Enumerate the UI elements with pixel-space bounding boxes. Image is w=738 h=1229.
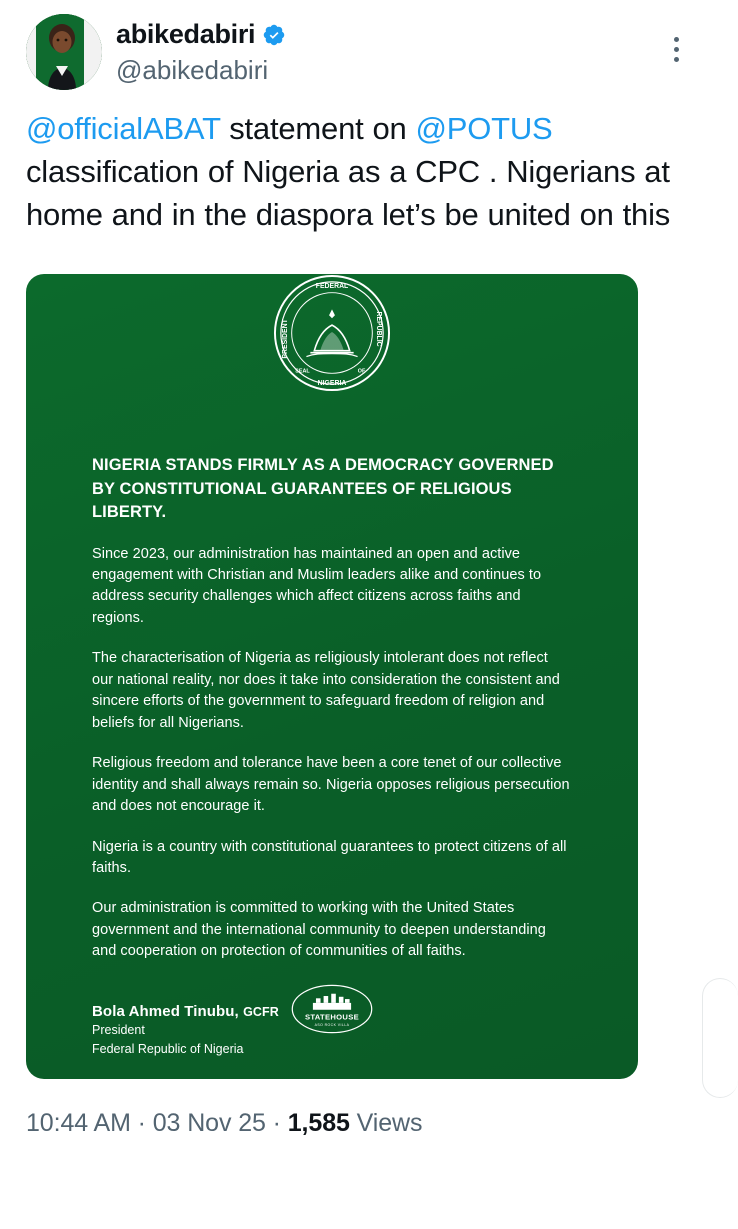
tweet-text-part-2: classification of Nigeria as a CPC . Nigerians at home and in the diaspora let’s be united on this bbox=[26, 153, 671, 232]
tweet-text-part-1: statement on bbox=[220, 111, 416, 146]
adjacent-card-edge bbox=[702, 978, 738, 1098]
tweet-header bbox=[26, 14, 694, 90]
svg-text:ASO ROCK VILLA: ASO ROCK VILLA bbox=[314, 1023, 350, 1028]
statement-paragraph: Our administration is committed to working with the United States government and the international community to deepen understanding and cooperation on protection of communities of all faiths. bbox=[92, 900, 546, 960]
more-dot bbox=[674, 37, 679, 42]
views-label: Views bbox=[349, 1109, 423, 1138]
tweet-text bbox=[26, 108, 694, 236]
display-name-row bbox=[116, 20, 286, 50]
svg-text:PRESIDENT: PRESIDENT bbox=[281, 319, 289, 359]
timestamp-date: 03 Nov 25 bbox=[152, 1109, 266, 1138]
more-dot bbox=[674, 47, 679, 52]
verified-badge-icon bbox=[262, 23, 286, 47]
account-names bbox=[116, 14, 286, 86]
signature-name: Bola Ahmed Tinubu, bbox=[92, 1002, 244, 1020]
svg-text:STATEHOUSE: STATEHOUSE bbox=[304, 1012, 360, 1022]
footer-separator: · bbox=[130, 1109, 153, 1138]
views-count: 1,585 bbox=[287, 1109, 350, 1138]
timestamp-time: 10:44 AM bbox=[26, 1109, 131, 1138]
avatar[interactable] bbox=[26, 14, 102, 90]
svg-text:FEDERAL: FEDERAL bbox=[315, 283, 349, 291]
statement-paragraph: Religious freedom and tolerance have been a core tenet of our collective identity and shall always remain so. Nigeria opposes religious persecution and does not encourage it. bbox=[92, 755, 570, 815]
signature-postnominal: GCFR bbox=[243, 1004, 279, 1019]
avatar-image bbox=[26, 14, 102, 90]
svg-text:OF: OF bbox=[357, 368, 366, 375]
nigeria-coat-of-arms-icon bbox=[273, 274, 391, 392]
footer-separator: · bbox=[265, 1109, 288, 1138]
statement-paragraph: Nigeria is a country with constitutional guarantees to protect citizens of all faiths. bbox=[92, 838, 567, 876]
account-handle[interactable]: @abikedabiri bbox=[116, 54, 269, 85]
svg-text:NIGERIA: NIGERIA bbox=[317, 380, 347, 388]
svg-text:REPUBLIC: REPUBLIC bbox=[375, 311, 383, 347]
display-name[interactable]: abikedabiri bbox=[116, 19, 256, 49]
more-dot bbox=[674, 57, 679, 62]
signature-role-country: Federal Republic of Nigeria bbox=[92, 1041, 244, 1056]
signature-role-president: President bbox=[92, 1022, 145, 1037]
svg-text:SEAL: SEAL bbox=[295, 368, 310, 375]
statehouse-seal-icon bbox=[290, 983, 374, 1035]
tweet-footer bbox=[26, 1109, 694, 1138]
statement-paragraph: Since 2023, our administration has maintained an open and active engagement with Christian and Muslim leaders alike and continues to address security challenges which affect citizens across faiths and regions. bbox=[92, 545, 542, 626]
more-options-icon[interactable] bbox=[662, 32, 690, 66]
statement-title: NIGERIA STANDS FIRMLY AS A DEMOCRACY GOVERNED BY CONSTITUTIONAL GUARANTEES OF RELIGIOUS LIBERTY. bbox=[92, 456, 554, 522]
tweet-media-statement[interactable] bbox=[26, 274, 638, 1079]
mention-potus[interactable]: @POTUS bbox=[415, 111, 553, 146]
mention-officialabat[interactable]: @officialABAT bbox=[26, 111, 221, 146]
statement-paragraph: The characterisation of Nigeria as religiously intolerant does not reflect our national reality, nor does it take into consideration the consistent and sincere efforts of the government to safeguard freedom of religion and beliefs for all Nigerians. bbox=[92, 650, 560, 731]
